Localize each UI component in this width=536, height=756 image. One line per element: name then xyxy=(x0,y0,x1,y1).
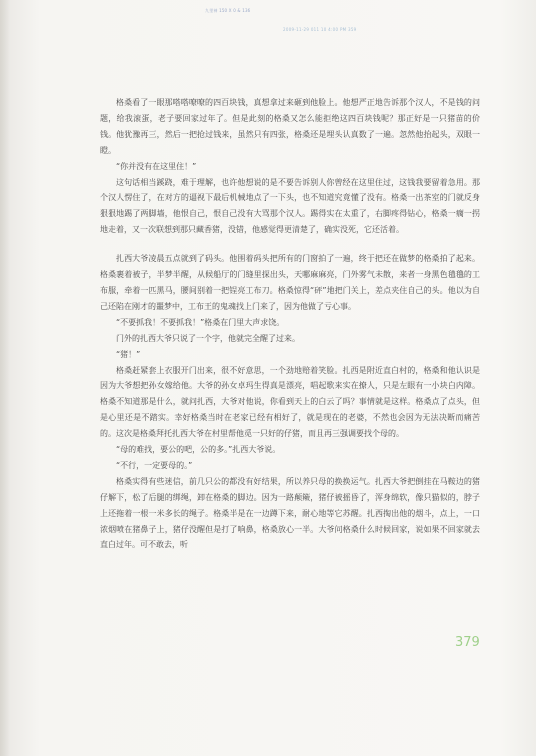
print-header-right: 2009-11-29 011 10 4:00 PM 359 xyxy=(283,27,357,32)
paragraph: 扎西大爷凌晨五点就到了码头。他围着码头把所有的门窗拍了一遍，终于把还在做梦的格桑拍了起来。格桑裹着被子，半梦半醒，从候船厅的门缝里探出头，天哪麻麻亮，门外雾气未散，来者一身黑色氆氇的工布服，牵着一匹黑马，腰间别着一把锃亮工布刀。格桑惊得“砰”地把门关上，差点夹住自己的头。他以为自己还陷在刚才的噩梦中，工布王的鬼魂找上门来了，因为他做了亏心事。 xyxy=(100,254,480,311)
page-spine-shadow xyxy=(0,0,10,756)
body-text xyxy=(100,95,480,553)
paragraph: “猪！” xyxy=(116,349,141,359)
page-number: 379 xyxy=(455,635,480,650)
paragraph: “你并没有在这里住！” xyxy=(116,161,197,171)
print-header-left: 九里神 150 X 0 & 136 xyxy=(205,8,251,13)
paragraph: “母的难找，要公的吧，公的多。”扎西大爷说。 xyxy=(116,445,281,455)
paragraph: 格桑赶紧套上衣服开门出来，很不好意思，一个劲地赔着笑脸。扎西是附近直白村的，格桑和他认识是因为大爷想把孙女嫁给他。大爷的孙女卓玛生得真是漂亮，唱起歌来实在撩人，只是左眼有一小块白内障。格桑不知道那是什么，就问扎西，大爷对他说，你看到天上的白云了吗？事情就是这样。格桑点了点头，但是心里还是不踏实。幸好格桑当时在老家已经有相好了，就是现在的老婆，不然也会因为无法决断而痛苦的。这次是格桑拜托扎西大爷在村里帮他觅一只好的仔猪，而且再三强调要找个母的。 xyxy=(100,365,480,439)
paragraph: 格桑实得有些迷信，前几只公的都没有好结果，所以养只母的换换运气。扎西大爷把倒挂在马鞍边的猪仔解下，松了后腿的绑绳，卸在格桑的脚边。因为一路颠簸，猪仔被摇昏了，浑身绵软，像只猫似的，脖子上还拖着一根一米多长的绳子。格桑半是在一边蹲下来，耐心地等它苏醒。扎西掏出他的烟斗，点上，一口浓烟喷在猪鼻子上，猪仔没醒但是打了响鼻，格桑放心一半。大爷问格桑什么时候回家，说如果不回家就去直白过年。可不敢去，听 xyxy=(100,476,480,550)
paragraph: “不要抓我！不要抓我！”格桑在门里大声求饶。 xyxy=(116,317,285,327)
paragraph: 格桑看了一眼那嗒嗒嘹嘹的四百块钱，真想拿过来砸到他脸上。他想严正地告诉那个汉人，不是钱的问题，给我滚蛋，老子要回家过年了。但是此刻的格桑又怎么能拒绝这四百块钱呢？那正好是一只猪苗的价钱。他犹豫再三，然后一把抢过钱来，虽然只有四张，格桑还是埋头认真数了一遍。忽然他抬起头，双眼一瞪。 xyxy=(100,98,480,155)
paragraph: 这句话相当蹊跷，难于理解，也许他想说的是不要告诉别人你曾经在这里住过，这钱我要留着急用。那个汉人愣住了，在对方的逼视下最后机械地点了一下头，也不知道究竟懂了没有。格桑一出茶室的门就反身狠狠地踢了两脚墙，他恨自己，恨自己没有大骂那个汉人。踢得实在太重了，右脚疼得钻心，格桑一瘸一拐地走着，又一次联想到那只藏香猪，没错，他感觉得更清楚了，确实没死，它还活着。 xyxy=(100,177,480,235)
paragraph: 门外的扎西大爷只说了一个字，他就完全醒了过来。 xyxy=(116,333,300,343)
paragraph: “不行，一定要母的。” xyxy=(116,460,193,470)
